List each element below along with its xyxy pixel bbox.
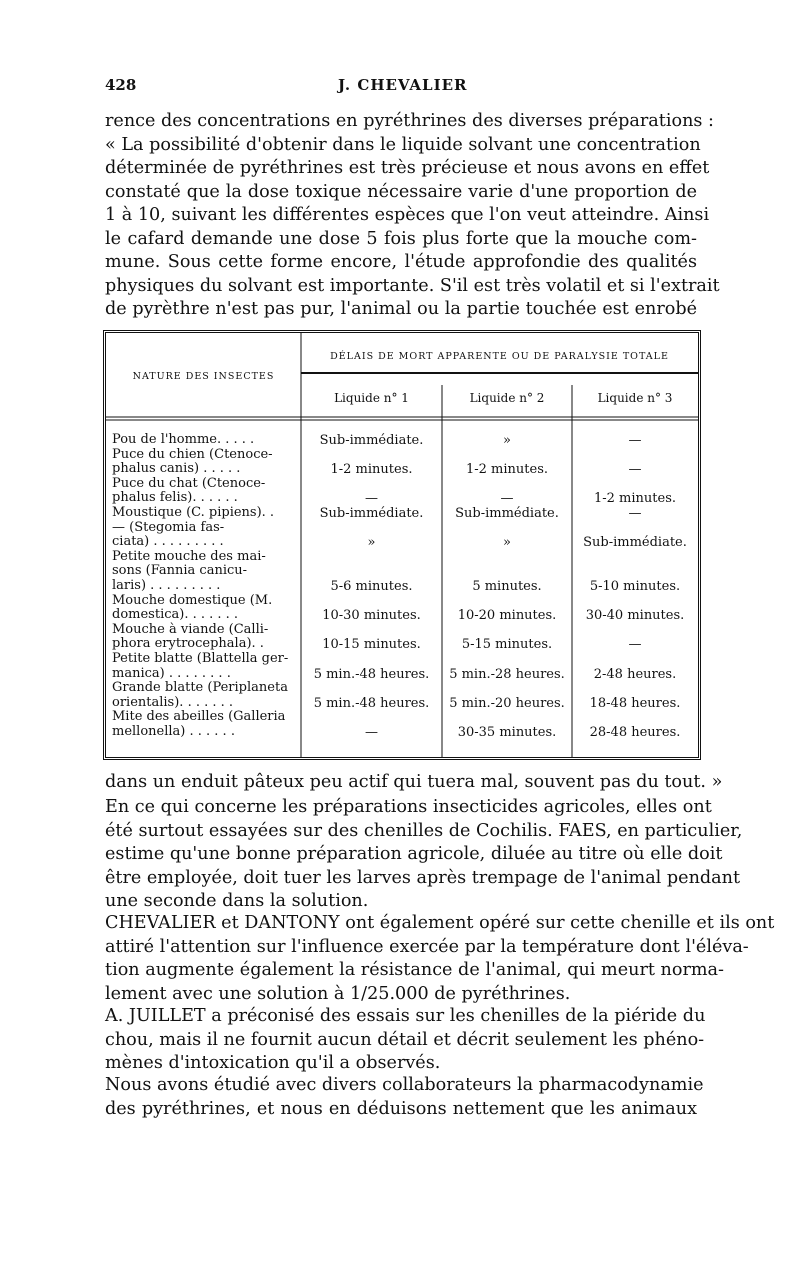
insect-column	[112, 433, 298, 739]
insect-line: Moustique (C. pipiens). .	[112, 504, 275, 520]
cell-value: —	[628, 637, 642, 653]
cell-value: —	[500, 491, 514, 507]
insect-line: Mite des abeilles (Galleria	[112, 709, 286, 725]
cell-value: 5-10 minutes.	[589, 579, 681, 594]
cell-value: 10-30 minutes.	[322, 608, 421, 624]
cell-value: 5 minutes.	[472, 579, 542, 594]
cell-value: 28-48 heures.	[589, 725, 681, 740]
insect-line: mellonella) . . . . . .	[112, 723, 235, 739]
insect-line: phalus canis) . . . . .	[112, 461, 241, 477]
text-line: En ce qui concerne les préparations insecticides agricoles, elles ont	[105, 797, 712, 817]
cell-value: 2-48 heures.	[593, 666, 677, 682]
cell-value: 5-15 minutes.	[461, 637, 553, 653]
text-line: être employée, doit tuer les larves après trempage de l'animal pendant	[105, 867, 741, 888]
cell-value: »	[367, 535, 376, 551]
text-line: été surtout essayées sur des chenilles de Cochilis. FAES, en particulier,	[105, 820, 743, 841]
cell-value: Sub-immédiate.	[583, 535, 687, 551]
insect-line: — (Stegomia fas-	[112, 519, 225, 535]
cell-value: Sub-immédiate.	[319, 506, 424, 521]
subheader-liquide-3: Liquide n° 3	[597, 391, 673, 405]
insect-line: Mouche domestique (M.	[112, 592, 273, 608]
cell-value: —	[628, 462, 642, 478]
text-line: mènes d'intoxication qu'il a observés.	[105, 1053, 441, 1073]
text-line: de pyrèthre n'est pas pur, l'animal ou la partie touchée est enrobé	[105, 299, 697, 319]
cell-value: 10-15 minutes.	[322, 637, 421, 653]
values-area	[301, 433, 698, 753]
cell-value: —	[628, 506, 642, 521]
text-line: mune. Sous cette forme encore, l'étude approfondie des qualités	[105, 252, 697, 272]
cell-value: 1-2 minutes.	[593, 491, 677, 507]
insect-line: manica) . . . . . . . .	[112, 665, 231, 681]
text-line: Nous avons étudié avec divers collaborateurs la pharmacodynamie	[105, 1075, 704, 1095]
cell-value: 1-2 minutes.	[465, 462, 549, 478]
cell-value: 5 min.-48 heures.	[313, 695, 430, 711]
cell-value: —	[365, 491, 378, 507]
text-line: A. JUILLET a préconisé des essais sur les chenilles de la piéride du	[105, 1006, 706, 1026]
cell-value: 10-20 minutes.	[457, 608, 557, 624]
running-header-author: J. CHEVALIER	[338, 76, 468, 94]
cell-value: —	[365, 725, 378, 740]
insect-line: Pou de l'homme. . . . .	[112, 433, 255, 447]
insect-line: orientalis). . . . . . .	[112, 694, 234, 710]
insect-line: Puce du chat (Ctenoce-	[112, 475, 266, 491]
text-line: le cafard demande une dose 5 fois plus forte que la mouche com-	[105, 228, 697, 249]
insect-line: Mouche à viande (Calli-	[112, 621, 269, 637]
cell-value: Sub-immédiate.	[455, 506, 559, 521]
cell-value: 1-2 minutes.	[330, 462, 413, 478]
text-line: « La possibilité d'obtenir dans le liquide solvant une concentration	[105, 134, 701, 155]
paragraph-chevalier-dantony	[105, 912, 775, 1006]
insect-line: Puce du chien (Ctenoce-	[112, 446, 273, 462]
cell-value: 5 min.-28 heures.	[449, 666, 565, 682]
text-line: CHEVALIER et DANTONY ont également opéré sur cette chenille et ils ont	[105, 913, 775, 933]
cell-value: 30-35 minutes.	[457, 725, 557, 740]
text-line: rence des concentrations en pyréthrines des diverses préparations :	[105, 111, 714, 131]
cell-value: 5 min.-20 heures.	[449, 695, 565, 711]
insect-line: phora erytrocephala). .	[112, 636, 264, 652]
cell-value: 5-6 minutes.	[330, 579, 413, 594]
paragraph-faes	[105, 796, 743, 914]
insect-line: domestica). . . . . . .	[112, 607, 239, 623]
page-number: 428	[105, 76, 137, 94]
insect-line: ciata) . . . . . . . . .	[112, 534, 224, 550]
paragraph-top	[105, 110, 720, 322]
paragraph-juillet	[105, 1005, 706, 1076]
cell-value: 30-40 minutes.	[585, 608, 685, 624]
text-line: chou, mais il ne fournit aucun détail et décrit seulement les phéno-	[105, 1029, 705, 1050]
subheader-liquide-2: Liquide n° 2	[469, 391, 545, 405]
results-table	[103, 330, 701, 760]
text-line: physiques du solvant est importante. S'il est très volatil et si l'extrait	[105, 275, 720, 296]
text-line: constaté que la dose toxique nécessaire varie d'une proportion de	[105, 181, 697, 202]
header-delais: DÉLAIS DE MORT APPARENTE OU DE PARALYSIE TOTALE	[330, 351, 669, 362]
insect-line: sons (Fannia canicu-	[112, 563, 248, 579]
text-line: lement avec une solution à 1/25.000 de pyréthrines.	[105, 983, 571, 1004]
cell-value: »	[503, 433, 511, 448]
cell-value: —	[628, 433, 642, 448]
paragraph-pharmacodynamie	[105, 1074, 704, 1121]
cell-value: 5 min.-48 heures.	[313, 666, 430, 682]
cell-value: »	[503, 535, 511, 551]
insect-line: phalus felis). . . . . .	[112, 490, 238, 506]
insect-line: laris) . . . . . . . . .	[112, 577, 221, 593]
insect-line: Petite mouche des mai-	[112, 548, 266, 564]
header-nature: NATURE DES INSECTES	[132, 371, 275, 382]
insect-line: Petite blatte (Blattella ger-	[112, 650, 289, 666]
subheader-liquide-1: Liquide n° 1	[334, 391, 409, 405]
text-line: estime qu'une bonne préparation agricole, diluée au titre où elle doit	[105, 844, 723, 864]
cell-value: 18-48 heures.	[589, 695, 681, 711]
text-line: dans un enduit pâteux peu actif qui tuera mal, souvent pas du tout. »	[105, 772, 723, 792]
text-line: des pyréthrines, et nous en déduisons nettement que les animaux	[105, 1098, 697, 1119]
text-line: tion augmente également la résistance de l'animal, qui meurt norma-	[105, 960, 724, 980]
text-line: attiré l'attention sur l'influence exercée par la température dont l'éléva-	[105, 936, 749, 957]
cell-value: Sub-immédiate.	[319, 433, 424, 448]
insect-line: Grande blatte (Periplaneta	[112, 680, 288, 696]
text-line: 1 à 10, suivant les différentes espèces que l'on veut atteindre. Ainsi	[105, 205, 710, 225]
text-line: une seconde dans la solution.	[105, 891, 369, 911]
paragraph-end-quote	[105, 771, 723, 795]
text-line: déterminée de pyréthrines est très précieuse et nous avons en effet	[105, 158, 710, 178]
